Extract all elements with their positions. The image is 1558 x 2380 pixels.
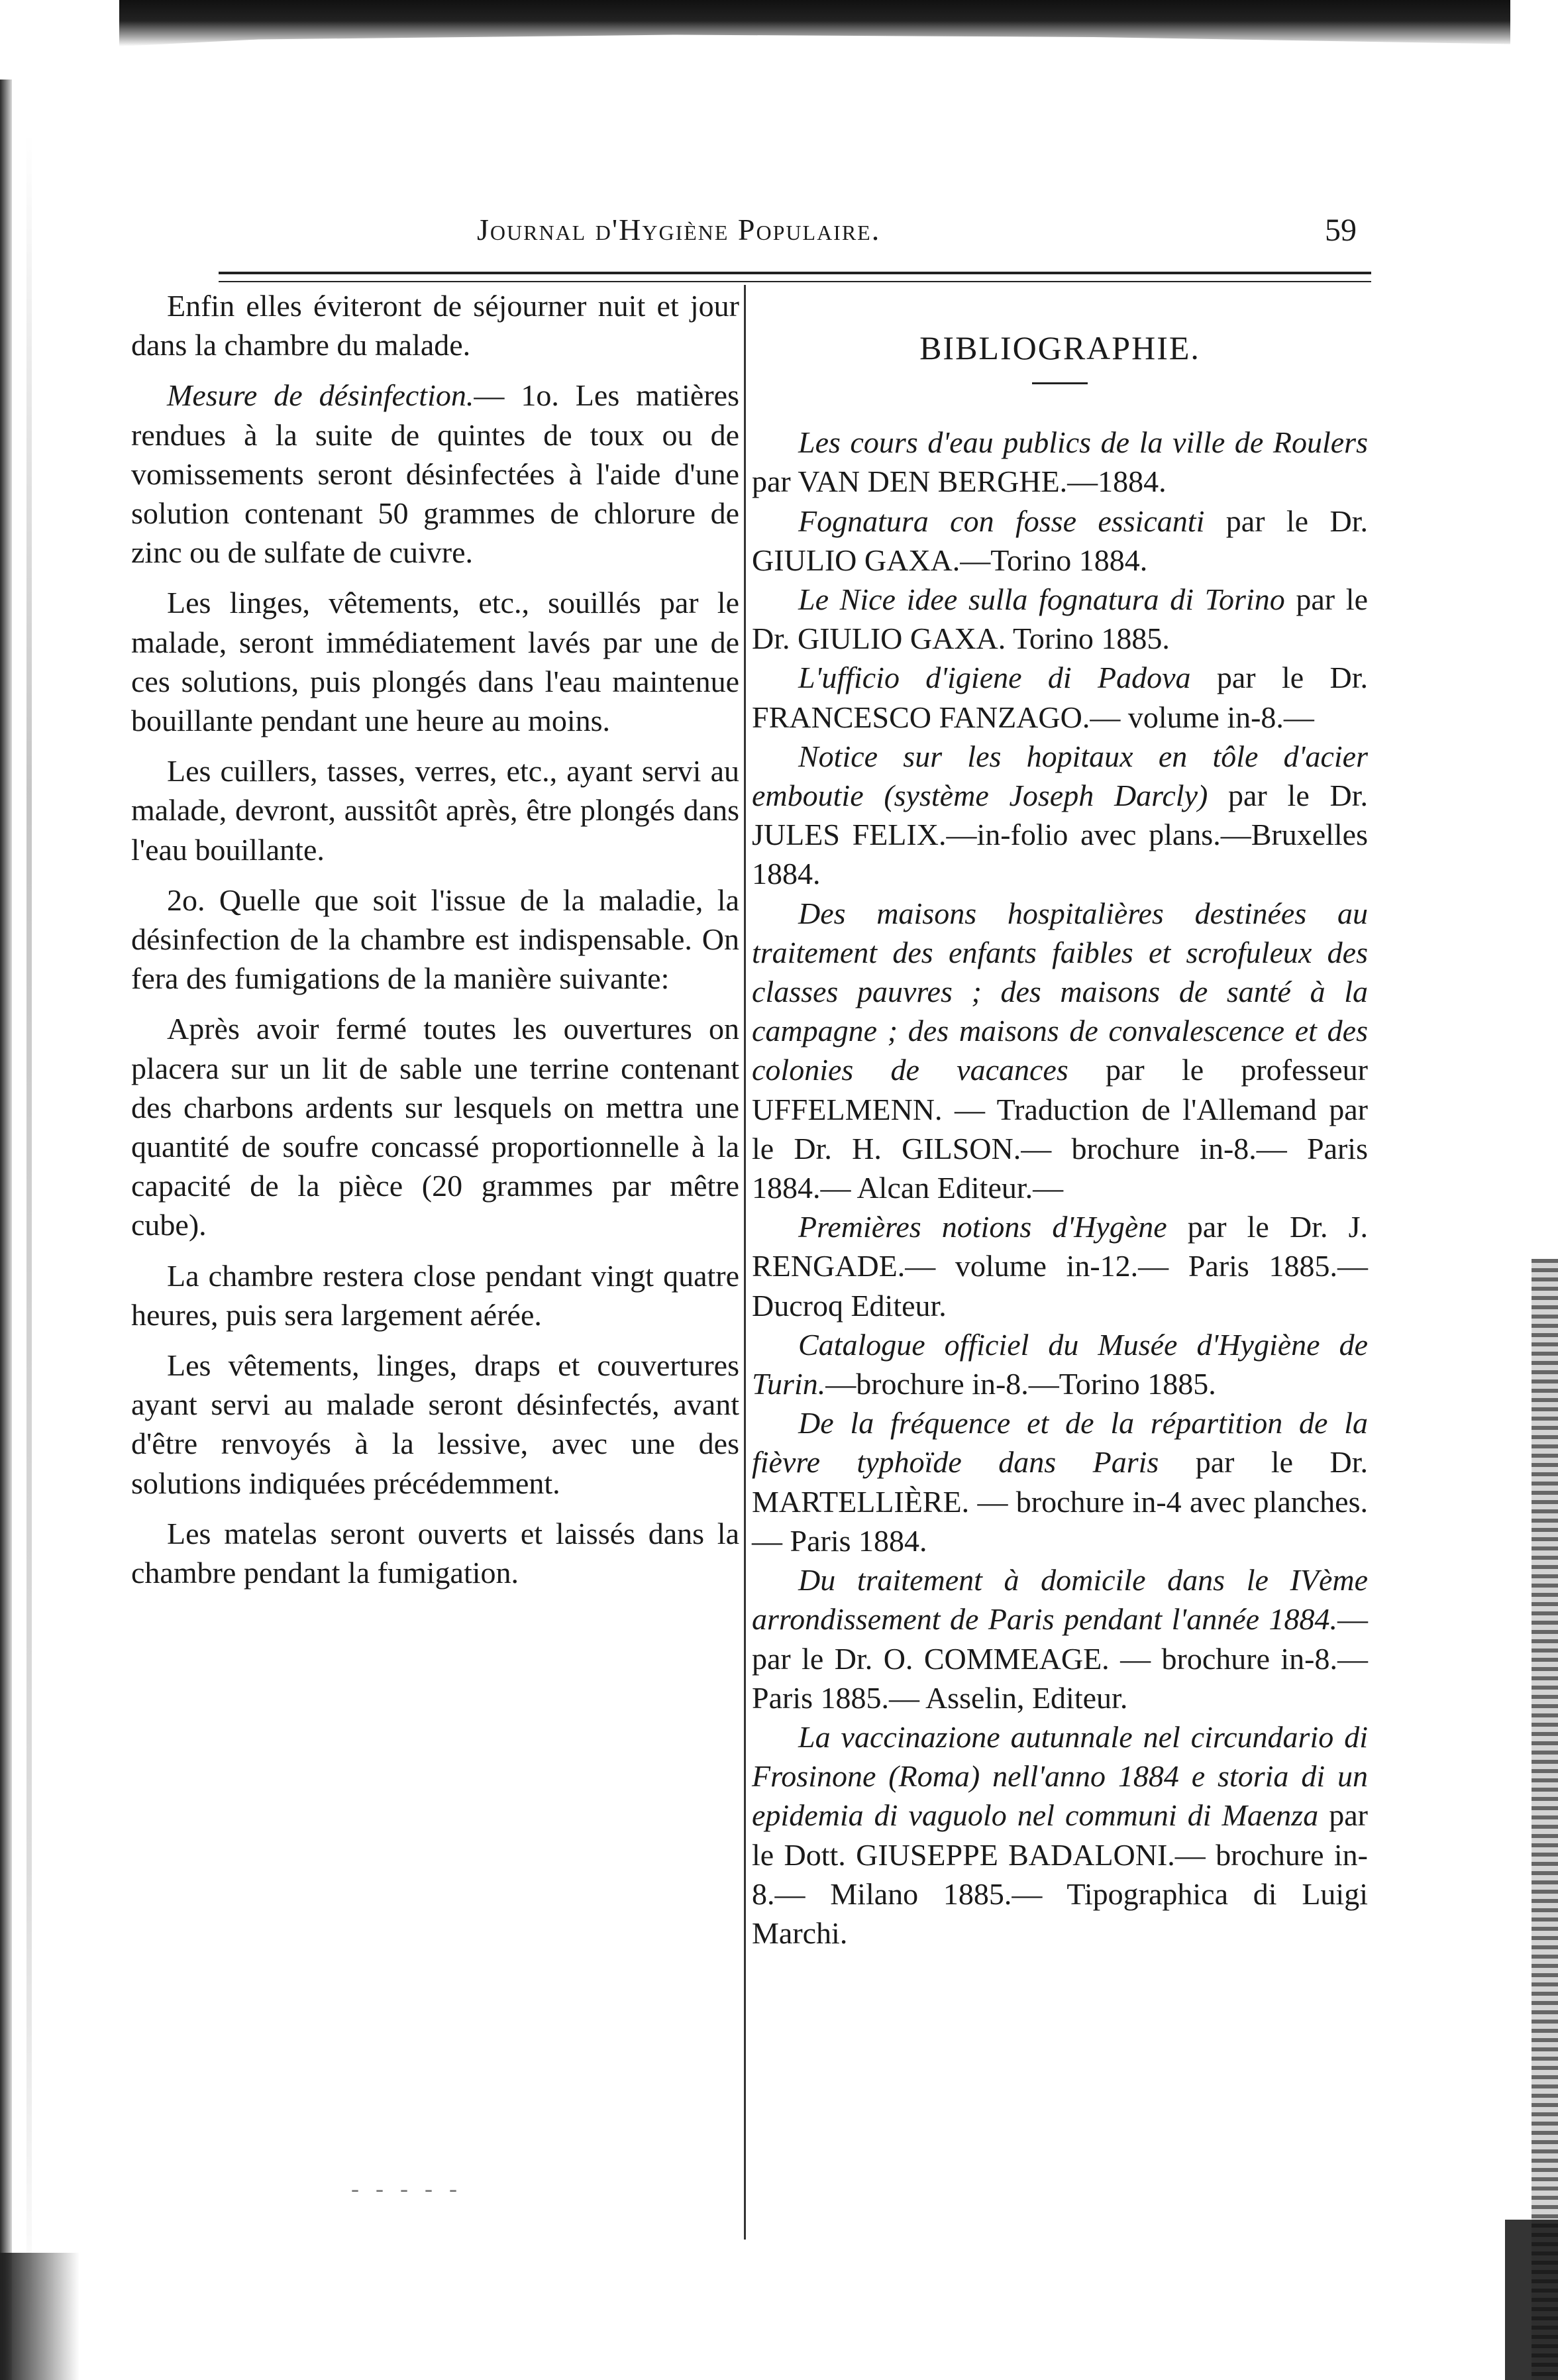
title-rule — [1032, 382, 1088, 384]
entry-title: Notice sur les hopitaux en tôle d'acier emboutie (système Joseph Darcly) — [752, 739, 1368, 813]
entry-details: par le Dr. GIULIO GAXA. Torino 1885. — [752, 582, 1369, 656]
paragraph: Après avoir fermé toutes les ouvertures on placera sur un lit de sable une terrine contenant des charbons ardents sur lesquels on mettra une quantité de soufre concassé proportionnelle à la capacité de la pièce (20 grammes par mêtre cube). — [131, 1012, 739, 1242]
bibliography-list — [752, 423, 1368, 1953]
entry-details: par le Dr. J. RENGADE.— volume in-12.— Paris 1885.—Ducroq Editeur. — [752, 1210, 1368, 1323]
page-number: 59 — [1325, 213, 1357, 248]
entry-details: par le Dott. GIUSEPPE BADALONI.— brochure in-8.— Milano 1885.— Tipographica di Luigi Marchi. — [752, 1798, 1368, 1950]
paragraph: Les vêtements, linges, draps et couvertures ayant servi au malade seront désinfectés, avant d'être renvoyés à la lessive, avec une des solutions indiquées précédemment. — [131, 1348, 739, 1500]
italic-lead: Mesure de désinfection. — [167, 378, 474, 413]
paragraph: 2o. Quelle que soit l'issue de la maladie, la désinfection de la chambre est indispensable. On fera des fumigations de la manière suivante: — [131, 883, 739, 996]
bibliography-entry — [752, 502, 1368, 580]
entry-details: par le Dr. JULES FELIX.—in-folio avec plans.—Bruxelles 1884. — [752, 779, 1368, 891]
bibliography-entry — [752, 658, 1368, 736]
header-rule — [219, 272, 1371, 274]
entry-title: Premières notions d'Hygène — [798, 1210, 1167, 1244]
entry-details: par le Dr. FRANCESCO FANZAGO.— volume in-8.— — [752, 661, 1368, 734]
paragraph: Les matelas seront ouverts et laissés dans la chambre pendant la fumigation. — [131, 1516, 739, 1590]
bibliography-entry — [752, 737, 1368, 894]
entry-title: Les cours d'eau publics de la ville de Roulers — [798, 425, 1368, 460]
header-rule-thin — [219, 281, 1371, 282]
scan-left-bottom-corner — [0, 2253, 79, 2380]
entry-details: —brochure in-8.—Torino 1885. — [825, 1367, 1216, 1401]
entry-details: par VAN DEN BERGHE.—1884. — [752, 464, 1167, 499]
entry-title: La vaccinazione autunnale nel circundario di Frosinone (Roma) nell'anno 1884 e storia di un epidemia di vaguolo nel communi di Maenza — [752, 1719, 1368, 1833]
entry-details: par le professeur UFFELMENN. — Traduction de l'Allemand par le Dr. H. GILSON.— brochure in-8.— Paris 1884.— Alcan Editeur.— — [752, 1053, 1368, 1205]
paragraph — [131, 376, 739, 572]
right-column — [752, 290, 1368, 1953]
bibliography-entry — [752, 1403, 1368, 1560]
scan-left-shadow — [26, 133, 32, 2319]
entry-details: par le Dr. MARTELLIÈRE. — brochure in-4 avec planches.— Paris 1884. — [752, 1445, 1369, 1558]
left-column — [131, 286, 739, 1603]
bibliography-entry — [752, 580, 1368, 658]
bibliography-entry — [752, 1207, 1368, 1325]
running-title: Journal d'Hygiène Populaire. — [477, 213, 881, 246]
bibliography-title: BIBLIOGRAPHIE. — [919, 329, 1200, 366]
bibliography-entry — [752, 1560, 1368, 1717]
scan-top-edge — [119, 0, 1510, 46]
bibliography-entry — [752, 423, 1368, 501]
paragraph: Les cuillers, tasses, verres, etc., ayant servi au malade, devront, aussitôt après, être plongés dans l'eau bouillante. — [131, 754, 739, 867]
bibliography-entry — [752, 1717, 1368, 1953]
paragraph: La chambre restera close pendant vingt quatre heures, puis sera largement aérée. — [131, 1258, 739, 1332]
entry-title: Du traitement à domicile dans le IVème arrondissement de Paris pendant l'année 1884. — [752, 1563, 1368, 1637]
entry-title: Des maisons hospitalières destinées au traitement des enfants faibles et scrofuleux des classes pauvres ; des maisons de santé à la campagne ; des maisons de convalescence et des colonies de vacances — [752, 896, 1368, 1087]
entry-title: L'ufficio d'igiene di Padova — [798, 661, 1191, 695]
paragraph-rest: — 1o. Les matières rendues à la suite de quintes de toux ou de vomissements seront désinfectées à l'aide d'une solution contenant 50 grammes de chlorure de zinc ou de sulfate de cuivre. — [131, 378, 739, 570]
entry-title: Le Nice idee sulla fognatura di Torino — [798, 582, 1285, 617]
bibliography-entry — [752, 894, 1368, 1208]
column-divider — [744, 285, 746, 2240]
entry-details: — par le Dr. O. COMMEAGE. — brochure in-8.— Paris 1885.— Asselin, Editeur. — [752, 1602, 1368, 1715]
entry-details: par le Dr. GIULIO GAXA.—Torino 1884. — [752, 504, 1368, 577]
paragraph: Enfin elles éviteront de séjourner nuit et jour dans la chambre du malade. — [131, 289, 739, 362]
entry-title: De la fréquence et de la répartition de la fièvre typhoïde dans Paris — [752, 1406, 1368, 1480]
paragraph: Les linges, vêtements, etc., souillés par le malade, seront immédiatement lavés par une de ces solutions, puis plongés dans l'eau maintenue bouillante pendant une heure au moins. — [131, 586, 739, 738]
page-header — [0, 212, 1558, 265]
entry-title: Catalogue officiel du Musée d'Hygiène de Turin. — [752, 1327, 1368, 1401]
bibliography-entry — [752, 1325, 1368, 1403]
scan-left-edge — [0, 80, 12, 2380]
scan-right-bottom-corner — [1505, 2220, 1558, 2380]
trailing-marks: - - - - - — [351, 2175, 462, 2202]
scan-right-edge — [1532, 1259, 1558, 2380]
entry-title: Fognatura con fosse essicanti — [798, 504, 1205, 538]
